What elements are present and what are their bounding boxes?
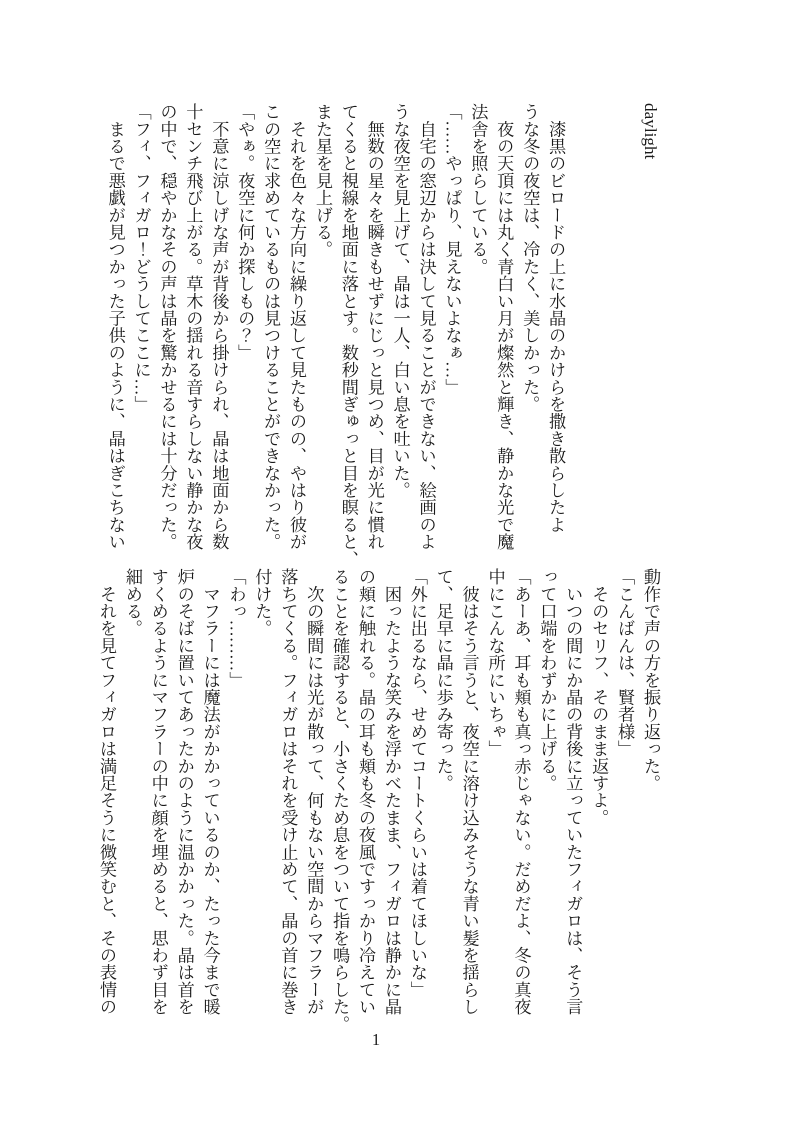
text-line: 中にこんな所にいちゃ」 bbox=[485, 568, 505, 758]
text-line: マフラーには魔法がかかっているのか、たった今まで暖 bbox=[200, 568, 220, 1016]
text-line: 漆黒のビロードの上に水晶のかけらを撒き散らしたよ bbox=[546, 103, 566, 533]
text-line: 落ちてくる。フィガロはそれを受け止めて、晶の首に巻き bbox=[278, 568, 298, 1016]
text-line: 「やぁ。夜空に何か探しもの？」 bbox=[235, 103, 255, 361]
text-line: 法舎を照らしている。 bbox=[468, 103, 488, 275]
text-line: 「……やっぱり、見えないよなぁ…」 bbox=[442, 103, 462, 396]
text-line: 次の瞬間には光が散って、何もない空間からマフラーが bbox=[304, 568, 324, 1016]
text-line: 「外に出るなら、せめてコートくらいは着てほしいな」 bbox=[407, 568, 427, 998]
text-line: 自宅の窓辺からは決して見ることができない、絵画のよ bbox=[416, 103, 436, 551]
text-line: すくめるようにマフラーの中に顔を埋めると、思わず目を bbox=[148, 568, 168, 1016]
text-line: また星を見上げる。 bbox=[312, 103, 332, 258]
text-line: そのセリフ、そのまま返すよ。 bbox=[589, 568, 609, 826]
text-line: て、足早に晶に歩み寄った。 bbox=[433, 568, 453, 792]
text-line: の中で、穏やかなその声は晶を驚かせるには十分だった。 bbox=[157, 103, 177, 551]
text-line: 不意に涼しげな声が背後から掛けられ、晶は地面から数 bbox=[209, 103, 229, 551]
text-line: この空に求めているものは見つけることができなかった。 bbox=[261, 103, 281, 551]
text-line: 困ったような笑みを浮かべたまま、フィガロは静かに晶 bbox=[381, 568, 401, 1016]
text-line: 付けた。 bbox=[252, 568, 272, 637]
text-line: いつの間にか晶の背後に立っていたフィガロは、そう言 bbox=[563, 568, 583, 1016]
text-line: って口端をわずかに上げる。 bbox=[537, 568, 557, 792]
text-line: 「フィ、フィガロ！どうしてここに…」 bbox=[131, 103, 151, 413]
text-line: 無数の星々を瞬きもせずにじっと見つめ、目が光に慣れ bbox=[364, 103, 384, 551]
text-line: それを色々な方向に繰り返して見たものの、やはり彼が bbox=[287, 103, 307, 551]
text-line: 「わっ………」 bbox=[226, 568, 246, 689]
text-block-bottom bbox=[93, 568, 663, 1033]
text-line: ることを確認すると、小さくため息をついて指を鳴らした。 bbox=[330, 568, 350, 1033]
text-line: 動作で声の方を振り返った。 bbox=[641, 568, 660, 792]
text-line: 十センチ飛び上がる。草木の揺れる音すらしない静かな夜 bbox=[183, 103, 203, 551]
text-line: 彼はそう言うと、夜空に溶け込みそうな青い髪を揺らし bbox=[459, 568, 479, 1016]
text-line: の頬に触れる。晶の耳も頬も冬の夜風ですっかり冷えてい bbox=[356, 568, 376, 1016]
text-line: それを見てフィガロは満足そうに微笑むと、その表情の bbox=[96, 568, 116, 1016]
text-line: 細める。 bbox=[122, 568, 142, 637]
text-line: まるで悪戯が見つかった子供のように、晶はぎこちない bbox=[105, 103, 125, 551]
text-line: てくると視線を地面に落とす。数秒間ぎゅっと目を瞑ると、 bbox=[338, 103, 358, 568]
text-block-top bbox=[102, 103, 663, 568]
text-line: 炉のそばに置いてあったかのように温かかった。晶は首を bbox=[174, 568, 194, 1016]
text-line: 「あーあ、耳も頬も真っ赤じゃない。だめだよ、冬の真夜 bbox=[511, 568, 531, 1016]
text-line: 夜の天頂には丸く青白い月が燦然と輝き、静かな光で魔 bbox=[494, 103, 514, 551]
page-number: 1 bbox=[371, 1030, 381, 1049]
text-line: 「こんばんは、賢者様」 bbox=[615, 568, 635, 758]
story-title: daylight bbox=[641, 103, 660, 160]
text-line: うな夜空を見上げて、晶は一人、白い息を吐いた。 bbox=[390, 103, 410, 499]
text-line: うな冬の夜空は、冷たく、美しかった。 bbox=[520, 103, 540, 413]
